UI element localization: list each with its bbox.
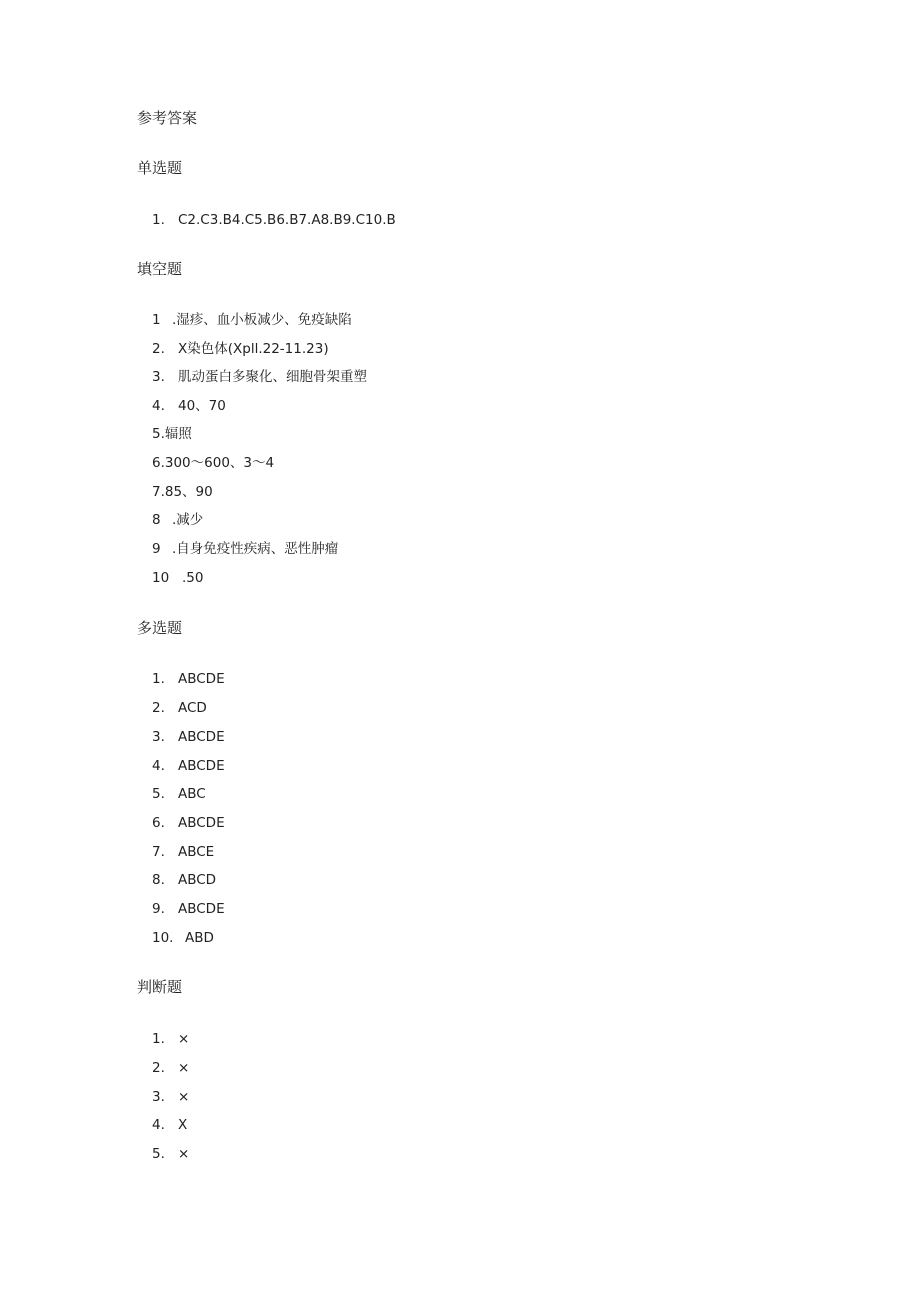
item-number: 3. xyxy=(152,729,165,745)
item-number: 2. xyxy=(152,700,165,716)
item-number: 5. xyxy=(152,1146,165,1162)
item-answer: 6.300〜600、3〜4 xyxy=(152,455,275,471)
item-answer: 40、70 xyxy=(178,398,226,414)
item-answer: X xyxy=(178,1117,188,1133)
item-answer: .自身免疫性疾病、恶性肿瘤 xyxy=(172,541,339,557)
item-number: 9. xyxy=(152,901,165,917)
item-number: 1. xyxy=(152,1031,165,1047)
item-answer: ABCDE xyxy=(178,815,225,831)
section-heading-multiple-choice: 多选题 xyxy=(137,619,183,637)
item-answer: 5.辐照 xyxy=(152,426,192,442)
item-number: 8. xyxy=(152,872,165,888)
item-number: 3. xyxy=(152,369,165,385)
item-number: 5. xyxy=(152,786,165,802)
item-number: 4. xyxy=(152,758,165,774)
item-number: 1. xyxy=(152,212,165,228)
item-number: 1. xyxy=(152,671,165,687)
item-number: 10 xyxy=(152,570,170,586)
item-answer: .50 xyxy=(182,570,204,586)
item-number: 2. xyxy=(152,1060,165,1076)
item-answer: X染色体(Xpll.22-11.23) xyxy=(178,341,329,357)
item-number: 6. xyxy=(152,815,165,831)
item-answer: ABCDE xyxy=(178,671,225,687)
item-number: 10. xyxy=(152,930,174,946)
item-number: 4. xyxy=(152,1117,165,1133)
page-title: 参考答案 xyxy=(137,109,198,127)
item-number: 2. xyxy=(152,341,165,357)
item-number: 9 xyxy=(152,541,161,557)
item-answer: ABCDE xyxy=(178,758,225,774)
item-answer: 7.85、90 xyxy=(152,484,213,500)
item-answer: × xyxy=(178,1060,190,1076)
item-answer: ABCE xyxy=(178,844,215,860)
item-answer: ABCD xyxy=(178,872,217,888)
item-answer: ACD xyxy=(178,700,207,716)
section-heading-true-false: 判断题 xyxy=(137,978,183,996)
section-heading-fill-blank: 填空题 xyxy=(137,260,183,278)
item-answer: × xyxy=(178,1146,190,1162)
item-answer: × xyxy=(178,1031,190,1047)
item-answer: .湿疹、血小板减少、免疫缺陷 xyxy=(172,312,352,328)
item-answer: ABD xyxy=(185,930,214,946)
item-answer: C2.C3.B4.C5.B6.B7.A8.B9.C10.B xyxy=(178,212,396,228)
item-number: 7. xyxy=(152,844,165,860)
item-answer: ABCDE xyxy=(178,901,225,917)
section-heading-single-choice: 单选题 xyxy=(137,159,183,177)
item-answer: ABCDE xyxy=(178,729,225,745)
item-answer: 肌动蛋白多聚化、细胞骨架重塑 xyxy=(178,369,367,385)
item-answer: × xyxy=(178,1089,190,1105)
item-answer: .减少 xyxy=(172,512,204,528)
item-answer: ABC xyxy=(178,786,206,802)
item-number: 1 xyxy=(152,312,161,328)
item-number: 3. xyxy=(152,1089,165,1105)
item-number: 8 xyxy=(152,512,161,528)
item-number: 4. xyxy=(152,398,165,414)
